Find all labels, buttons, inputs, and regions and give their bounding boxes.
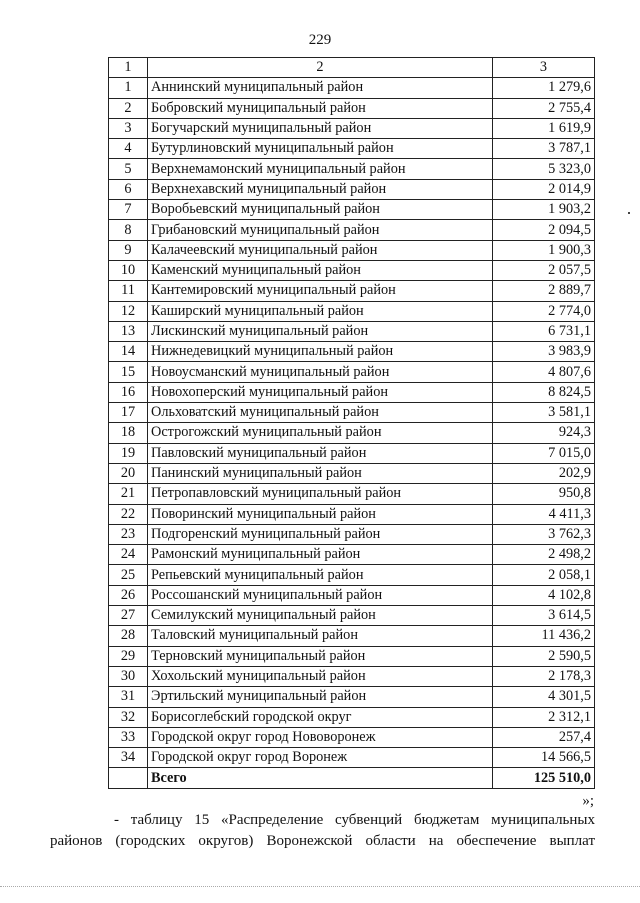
row-district: Терновский муниципальный район <box>148 646 493 666</box>
table-header-row <box>109 58 595 78</box>
row-number: 2 <box>109 98 148 118</box>
header-col-1: 1 <box>109 58 148 78</box>
row-amount: 5 323,0 <box>493 159 595 179</box>
row-number: 13 <box>109 321 148 341</box>
row-number: 15 <box>109 362 148 382</box>
row-district: Лискинский муниципальный район <box>148 321 493 341</box>
row-number: 30 <box>109 666 148 686</box>
row-amount: 6 731,1 <box>493 321 595 341</box>
total-empty-cell <box>109 768 148 788</box>
row-amount: 4 301,5 <box>493 687 595 707</box>
row-district: Семилукский муниципальный район <box>148 606 493 626</box>
row-district: Бобровский муниципальный район <box>148 98 493 118</box>
row-district: Кантемировский муниципальный район <box>148 281 493 301</box>
table-row <box>109 159 595 179</box>
table-row <box>109 260 595 280</box>
total-value: 125 510,0 <box>493 768 595 788</box>
row-number: 3 <box>109 118 148 138</box>
row-number: 20 <box>109 463 148 483</box>
header-col-3: 3 <box>493 58 595 78</box>
row-number: 1 <box>109 78 148 98</box>
table-row <box>109 606 595 626</box>
row-number: 26 <box>109 585 148 605</box>
row-amount: 4 807,6 <box>493 362 595 382</box>
table-row <box>109 362 595 382</box>
row-district: Калачеевский муниципальный район <box>148 240 493 260</box>
body-paragraph <box>50 810 595 852</box>
row-district: Богучарский муниципальный район <box>148 118 493 138</box>
row-amount: 14 566,5 <box>493 748 595 768</box>
row-amount: 11 436,2 <box>493 626 595 646</box>
row-number: 8 <box>109 220 148 240</box>
row-number: 17 <box>109 403 148 423</box>
row-district: Подгоренский муниципальный район <box>148 524 493 544</box>
row-amount: 7 015,0 <box>493 443 595 463</box>
row-number: 4 <box>109 139 148 159</box>
table-row <box>109 78 595 98</box>
table-row <box>109 585 595 605</box>
row-district: Борисоглебский городской округ <box>148 707 493 727</box>
row-number: 11 <box>109 281 148 301</box>
table-row <box>109 524 595 544</box>
table-row <box>109 545 595 565</box>
table-total-row <box>109 768 595 788</box>
row-number: 10 <box>109 260 148 280</box>
table-row <box>109 200 595 220</box>
row-number: 23 <box>109 524 148 544</box>
row-amount: 2 755,4 <box>493 98 595 118</box>
table-row <box>109 423 595 443</box>
table-row <box>109 626 595 646</box>
row-amount: 1 279,6 <box>493 78 595 98</box>
row-number: 25 <box>109 565 148 585</box>
row-amount: 2 057,5 <box>493 260 595 280</box>
row-amount: 3 762,3 <box>493 524 595 544</box>
table-row <box>109 403 595 423</box>
row-district: Ольховатский муниципальный район <box>148 403 493 423</box>
table-row <box>109 382 595 402</box>
row-district: Верхнемамонский муниципальный район <box>148 159 493 179</box>
row-number: 21 <box>109 484 148 504</box>
row-amount: 202,9 <box>493 463 595 483</box>
row-district: Новохоперский муниципальный район <box>148 382 493 402</box>
row-amount: 4 102,8 <box>493 585 595 605</box>
table-row <box>109 139 595 159</box>
row-amount: 257,4 <box>493 727 595 747</box>
row-number: 27 <box>109 606 148 626</box>
row-district: Эртильский муниципальный район <box>148 687 493 707</box>
row-amount: 2 774,0 <box>493 301 595 321</box>
row-number: 6 <box>109 179 148 199</box>
row-number: 16 <box>109 382 148 402</box>
row-number: 19 <box>109 443 148 463</box>
row-district: Каменский муниципальный район <box>148 260 493 280</box>
row-amount: 2 889,7 <box>493 281 595 301</box>
table-row <box>109 707 595 727</box>
table-row <box>109 321 595 341</box>
row-district: Грибановский муниципальный район <box>148 220 493 240</box>
row-amount: 2 312,1 <box>493 707 595 727</box>
page-bottom-divider <box>0 886 640 887</box>
table-row <box>109 301 595 321</box>
table-row <box>109 748 595 768</box>
row-number: 14 <box>109 342 148 362</box>
row-district: Петропавловский муниципальный район <box>148 484 493 504</box>
row-amount: 2 590,5 <box>493 646 595 666</box>
table-row <box>109 443 595 463</box>
table-row <box>109 727 595 747</box>
table-row <box>109 98 595 118</box>
row-amount: 2 058,1 <box>493 565 595 585</box>
scan-speck <box>628 212 630 214</box>
row-number: 24 <box>109 545 148 565</box>
row-district: Каширский муниципальный район <box>148 301 493 321</box>
row-number: 12 <box>109 301 148 321</box>
row-number: 32 <box>109 707 148 727</box>
row-number: 33 <box>109 727 148 747</box>
row-amount: 8 824,5 <box>493 382 595 402</box>
row-district: Нижнедевицкий муниципальный район <box>148 342 493 362</box>
row-district: Аннинский муниципальный район <box>148 78 493 98</box>
row-number: 31 <box>109 687 148 707</box>
row-district: Бутурлиновский муниципальный район <box>148 139 493 159</box>
closing-quote: »; <box>582 793 594 809</box>
table-row <box>109 687 595 707</box>
row-number: 34 <box>109 748 148 768</box>
row-district: Павловский муниципальный район <box>148 443 493 463</box>
table-row <box>109 463 595 483</box>
row-amount: 4 411,3 <box>493 504 595 524</box>
row-district: Городской округ город Нововоронеж <box>148 727 493 747</box>
row-district: Россошанский муниципальный район <box>148 585 493 605</box>
row-number: 22 <box>109 504 148 524</box>
row-district: Панинский муниципальный район <box>148 463 493 483</box>
table-row <box>109 220 595 240</box>
row-amount: 1 619,9 <box>493 118 595 138</box>
row-amount: 2 178,3 <box>493 666 595 686</box>
row-district: Верхнехавский муниципальный район <box>148 179 493 199</box>
row-number: 28 <box>109 626 148 646</box>
table-row <box>109 240 595 260</box>
row-number: 29 <box>109 646 148 666</box>
row-district: Воробьевский муниципальный район <box>148 200 493 220</box>
row-amount: 2 498,2 <box>493 545 595 565</box>
row-number: 9 <box>109 240 148 260</box>
table-row <box>109 646 595 666</box>
row-amount: 924,3 <box>493 423 595 443</box>
row-amount: 3 983,9 <box>493 342 595 362</box>
row-number: 18 <box>109 423 148 443</box>
row-amount: 1 903,2 <box>493 200 595 220</box>
row-amount: 950,8 <box>493 484 595 504</box>
row-number: 7 <box>109 200 148 220</box>
row-amount: 2 094,5 <box>493 220 595 240</box>
row-district: Хохольский муниципальный район <box>148 666 493 686</box>
row-amount: 2 014,9 <box>493 179 595 199</box>
row-district: Острогожский муниципальный район <box>148 423 493 443</box>
header-col-2: 2 <box>148 58 493 78</box>
row-amount: 1 900,3 <box>493 240 595 260</box>
table-row <box>109 342 595 362</box>
table-row <box>109 484 595 504</box>
row-amount: 3 787,1 <box>493 139 595 159</box>
paragraph-line-2: районов (городских округов) Воронежской области на обеспечение выплат <box>50 833 595 849</box>
row-district: Новоусманский муниципальный район <box>148 362 493 382</box>
table-row <box>109 281 595 301</box>
table-row <box>109 179 595 199</box>
table-row <box>109 118 595 138</box>
row-district: Городской округ город Воронеж <box>148 748 493 768</box>
table-row <box>109 565 595 585</box>
row-amount: 3 581,1 <box>493 403 595 423</box>
row-number: 5 <box>109 159 148 179</box>
row-district: Поворинский муниципальный район <box>148 504 493 524</box>
row-district: Репьевский муниципальный район <box>148 565 493 585</box>
row-amount: 3 614,5 <box>493 606 595 626</box>
row-district: Рамонский муниципальный район <box>148 545 493 565</box>
table-row <box>109 504 595 524</box>
page-number: 229 <box>308 32 332 48</box>
subvention-table <box>108 57 595 789</box>
total-label: Всего <box>148 768 493 788</box>
row-district: Таловский муниципальный район <box>148 626 493 646</box>
paragraph-line-1: - таблицу 15 «Распределение субвенций бюджетам муниципальных <box>114 812 595 828</box>
table-row <box>109 666 595 686</box>
